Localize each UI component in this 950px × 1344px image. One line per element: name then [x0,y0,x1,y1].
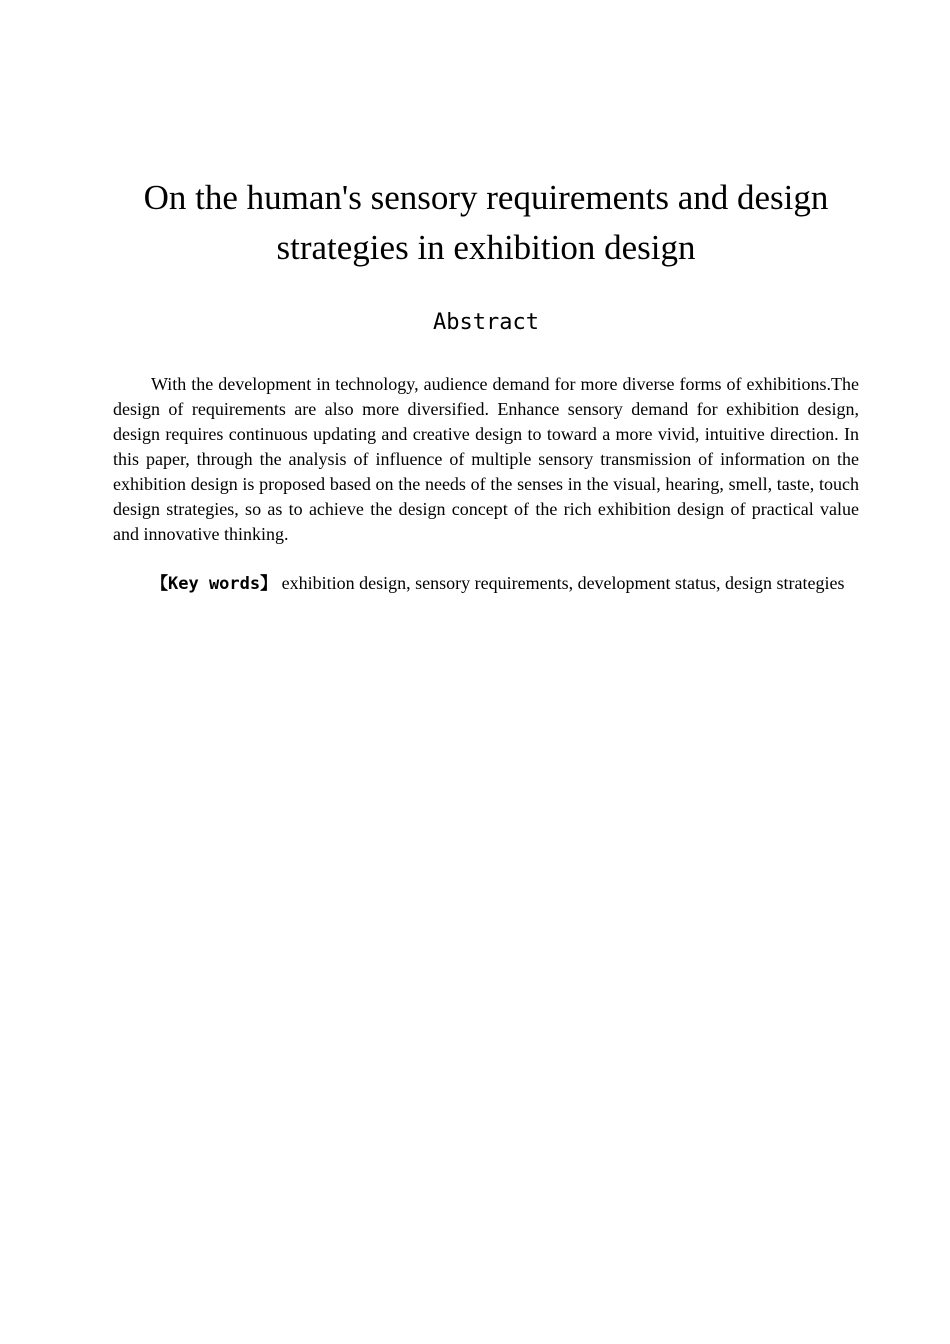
paper-title: On the human's sensory requirements and design strategies in exhibition design [143,178,829,267]
abstract-body: With the development in technology, audience demand for more diverse forms of exhibitions.The design of requirements are also more diversified. Enhance sensory demand for exhibition design, design requires continuous updating and creative design to toward a more vivid, intuitive direction. In this paper, through the analysis of influence of multiple sensory transmission of information on the exhibition design is proposed based on the needs of the senses in the visual, hearing, smell, taste, touch design strategies, so as to achieve the design concept of the rich exhibition design of practical value and innovative thinking. [113,374,859,544]
keywords-label: 【Key words】 [151,574,278,594]
keywords-text: exhibition design, sensory requirements, development status, design strategies [281,573,845,593]
abstract-heading: Abstract [433,310,539,335]
keywords-paragraph [113,571,859,597]
